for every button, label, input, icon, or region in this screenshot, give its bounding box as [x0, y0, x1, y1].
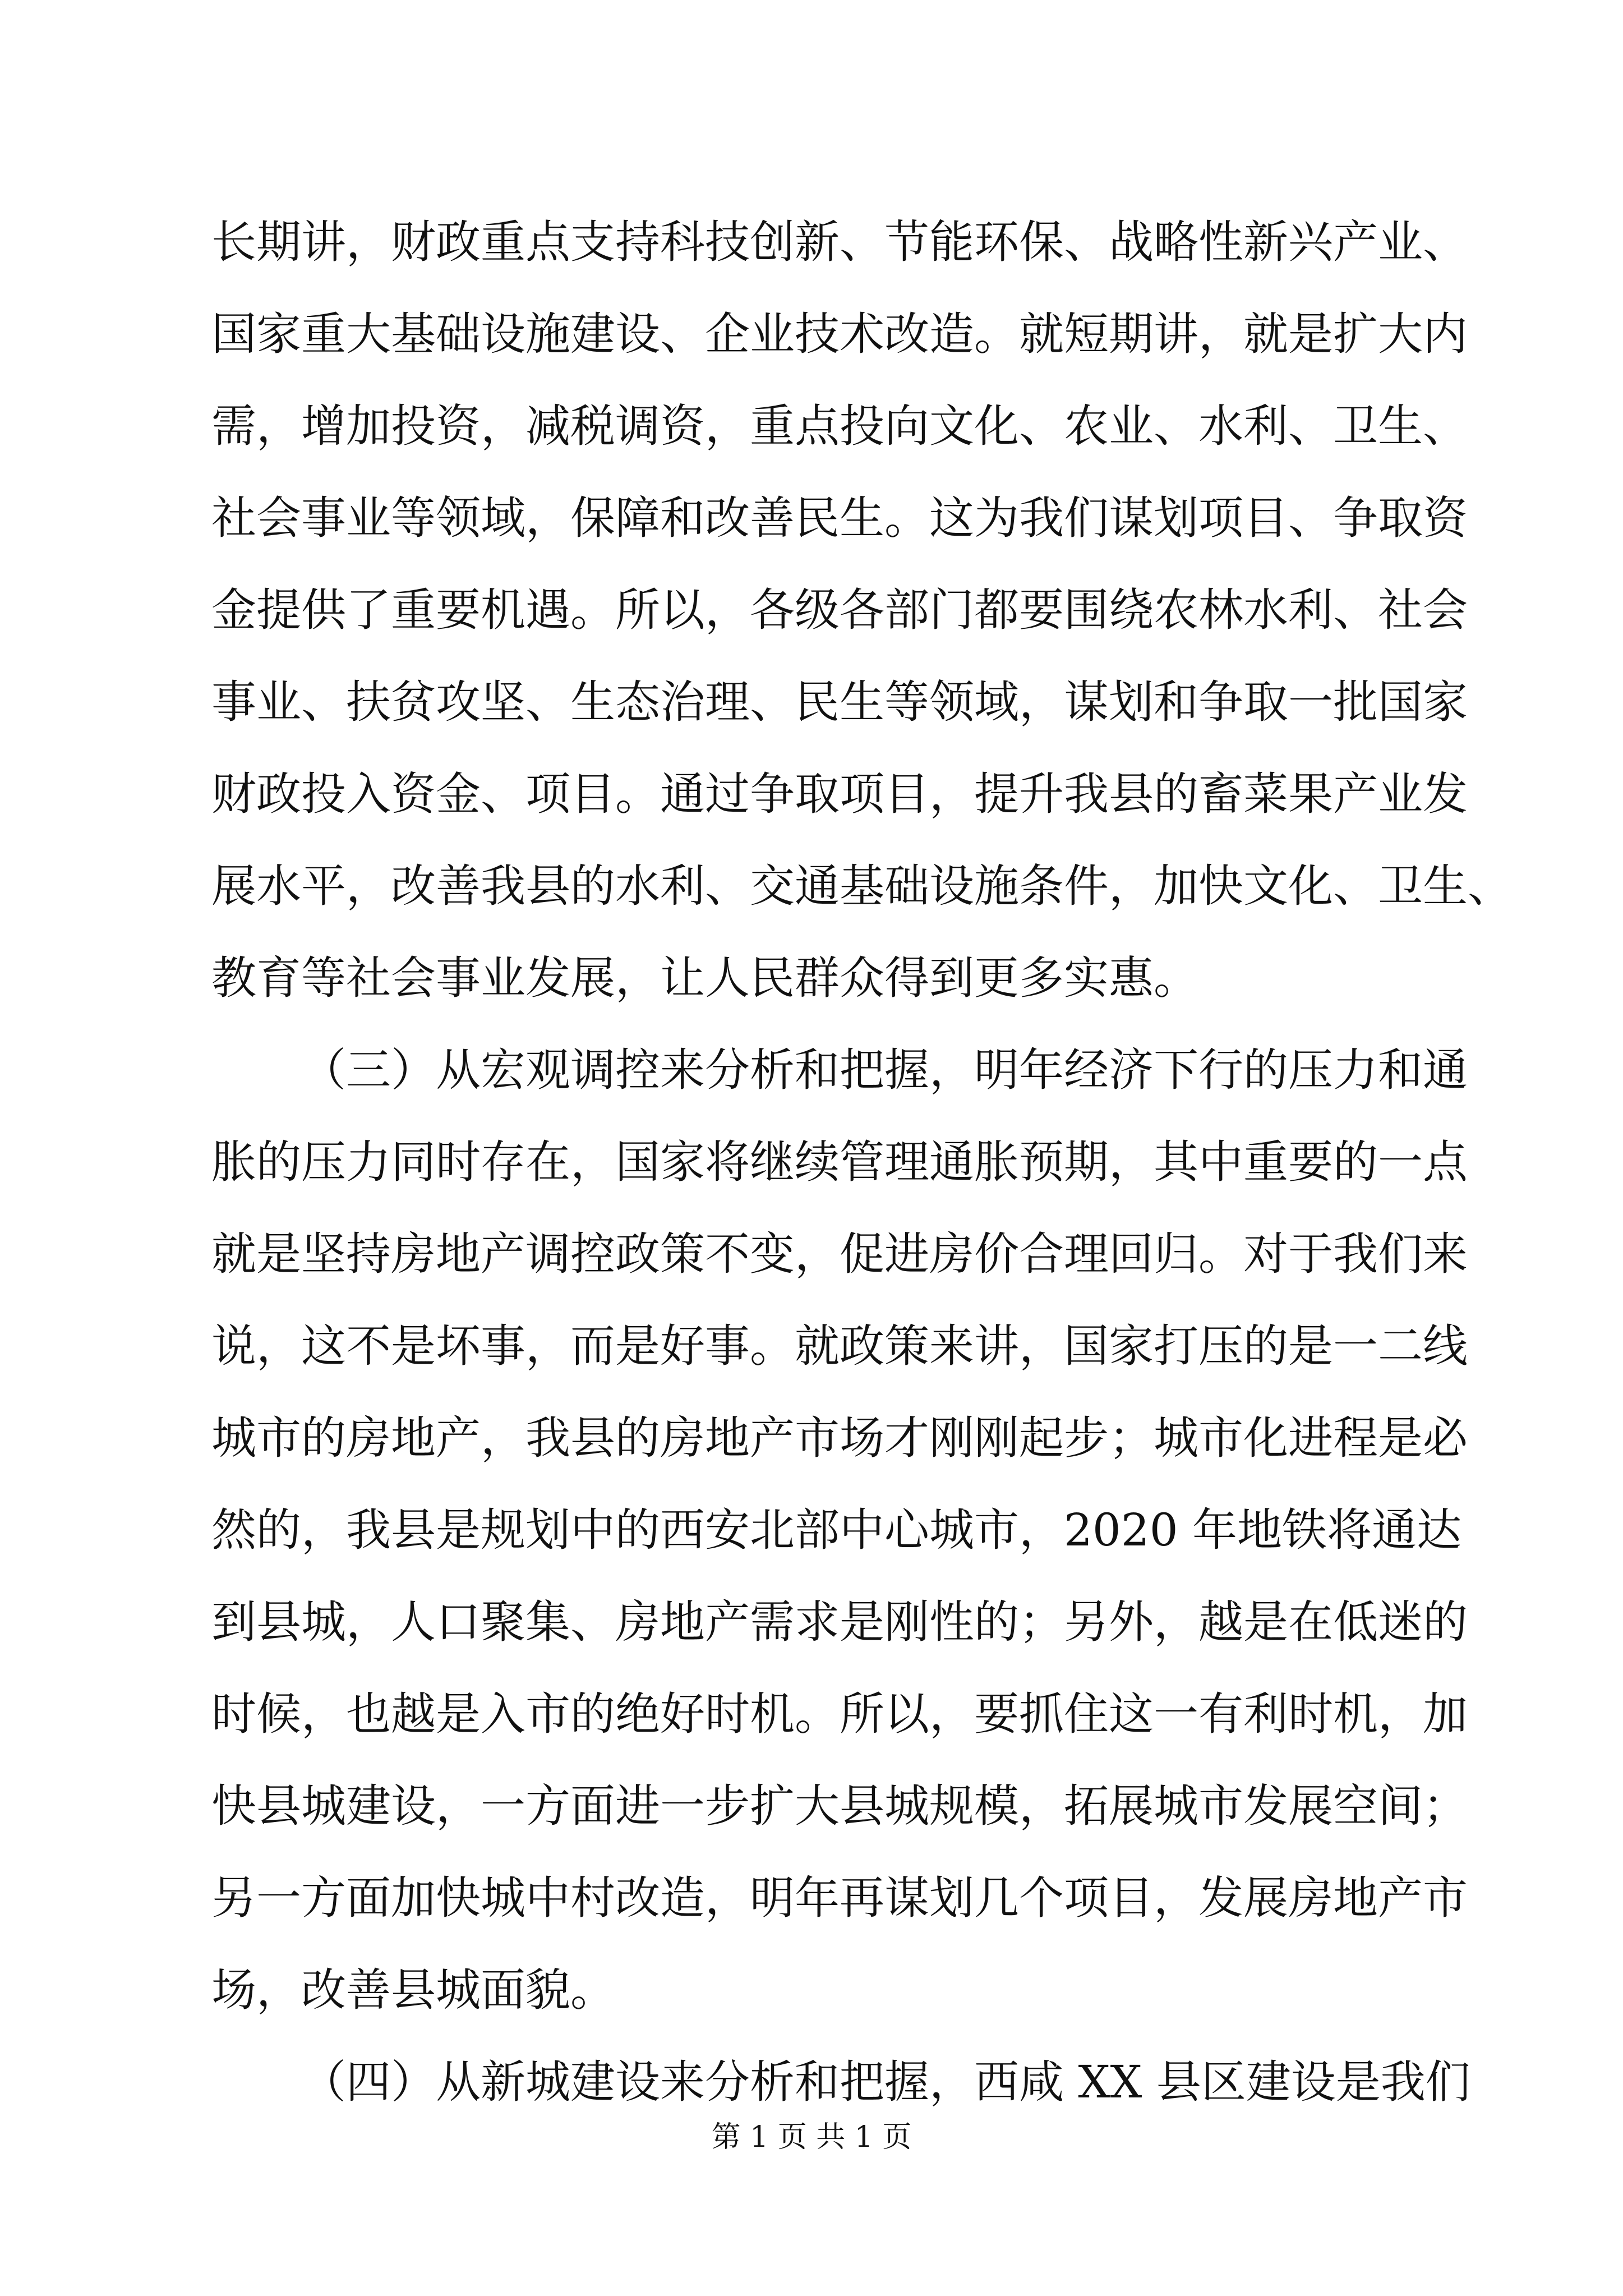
- text-line: 胀的压力同时存在，国家将继续管理通胀预期，其中重要的一点: [211, 1136, 1468, 1188]
- text-line: 教育等社会事业发展，让人民群众得到更多实惠。: [211, 952, 1198, 1004]
- text-line: （三）从宏观调控来分析和把握，明年经济下行的压力和通: [301, 1044, 1468, 1096]
- text-line: 社会事业等领域，保障和改善民生。这为我们谋划项目、争取资: [211, 492, 1468, 544]
- text-line: 另一方面加快城中村改造，明年再谋划几个项目，发展房地产市: [211, 1872, 1468, 1924]
- text-line: 然的，我县是规划中的西安北部中心城市，2020 年地铁将通达: [211, 1504, 1462, 1556]
- text-line: 到县城，人口聚集、房地产需求是刚性的；另外，越是在低迷的: [211, 1596, 1468, 1648]
- text-line: 国家重大基础设施建设、企业技术改造。就短期讲，就是扩大内: [211, 308, 1468, 360]
- text-line: 展水平，改善我县的水利、交通基础设施条件，加快文化、卫生、: [211, 860, 1513, 912]
- text-line: 时候，也越是入市的绝好时机。所以，要抓住这一有利时机，加: [211, 1688, 1468, 1740]
- page-footer: 第 1 页 共 1 页: [711, 2120, 912, 2154]
- text-line: 长期讲，财政重点支持科技创新、节能环保、战略性新兴产业、: [211, 216, 1468, 268]
- text-line: 快县城建设，一方面进一步扩大县城规模，拓展城市发展空间；: [211, 1780, 1468, 1832]
- text-line: 就是坚持房地产调控政策不变，促进房价合理回归。对于我们来: [211, 1228, 1468, 1280]
- text-line: （四）从新城建设来分析和把握，西咸 XX 县区建设是我们: [301, 2056, 1470, 2108]
- text-line: 场，改善县城面貌。: [211, 1964, 615, 2016]
- text-line: 事业、扶贫攻坚、生态治理、民生等领域，谋划和争取一批国家: [211, 676, 1468, 728]
- text-line: 城市的房地产，我县的房地产市场才刚刚起步；城市化进程是必: [211, 1412, 1468, 1464]
- text-line: 说，这不是坏事，而是好事。就政策来讲，国家打压的是一二线: [211, 1320, 1468, 1372]
- text-line: 金提供了重要机遇。所以，各级各部门都要围绕农林水利、社会: [211, 584, 1468, 636]
- text-line: 财政投入资金、项目。通过争取项目，提升我县的畜菜果产业发: [211, 768, 1468, 820]
- text-line: 需，增加投资，减税调资，重点投向文化、农业、水利、卫生、: [211, 400, 1468, 452]
